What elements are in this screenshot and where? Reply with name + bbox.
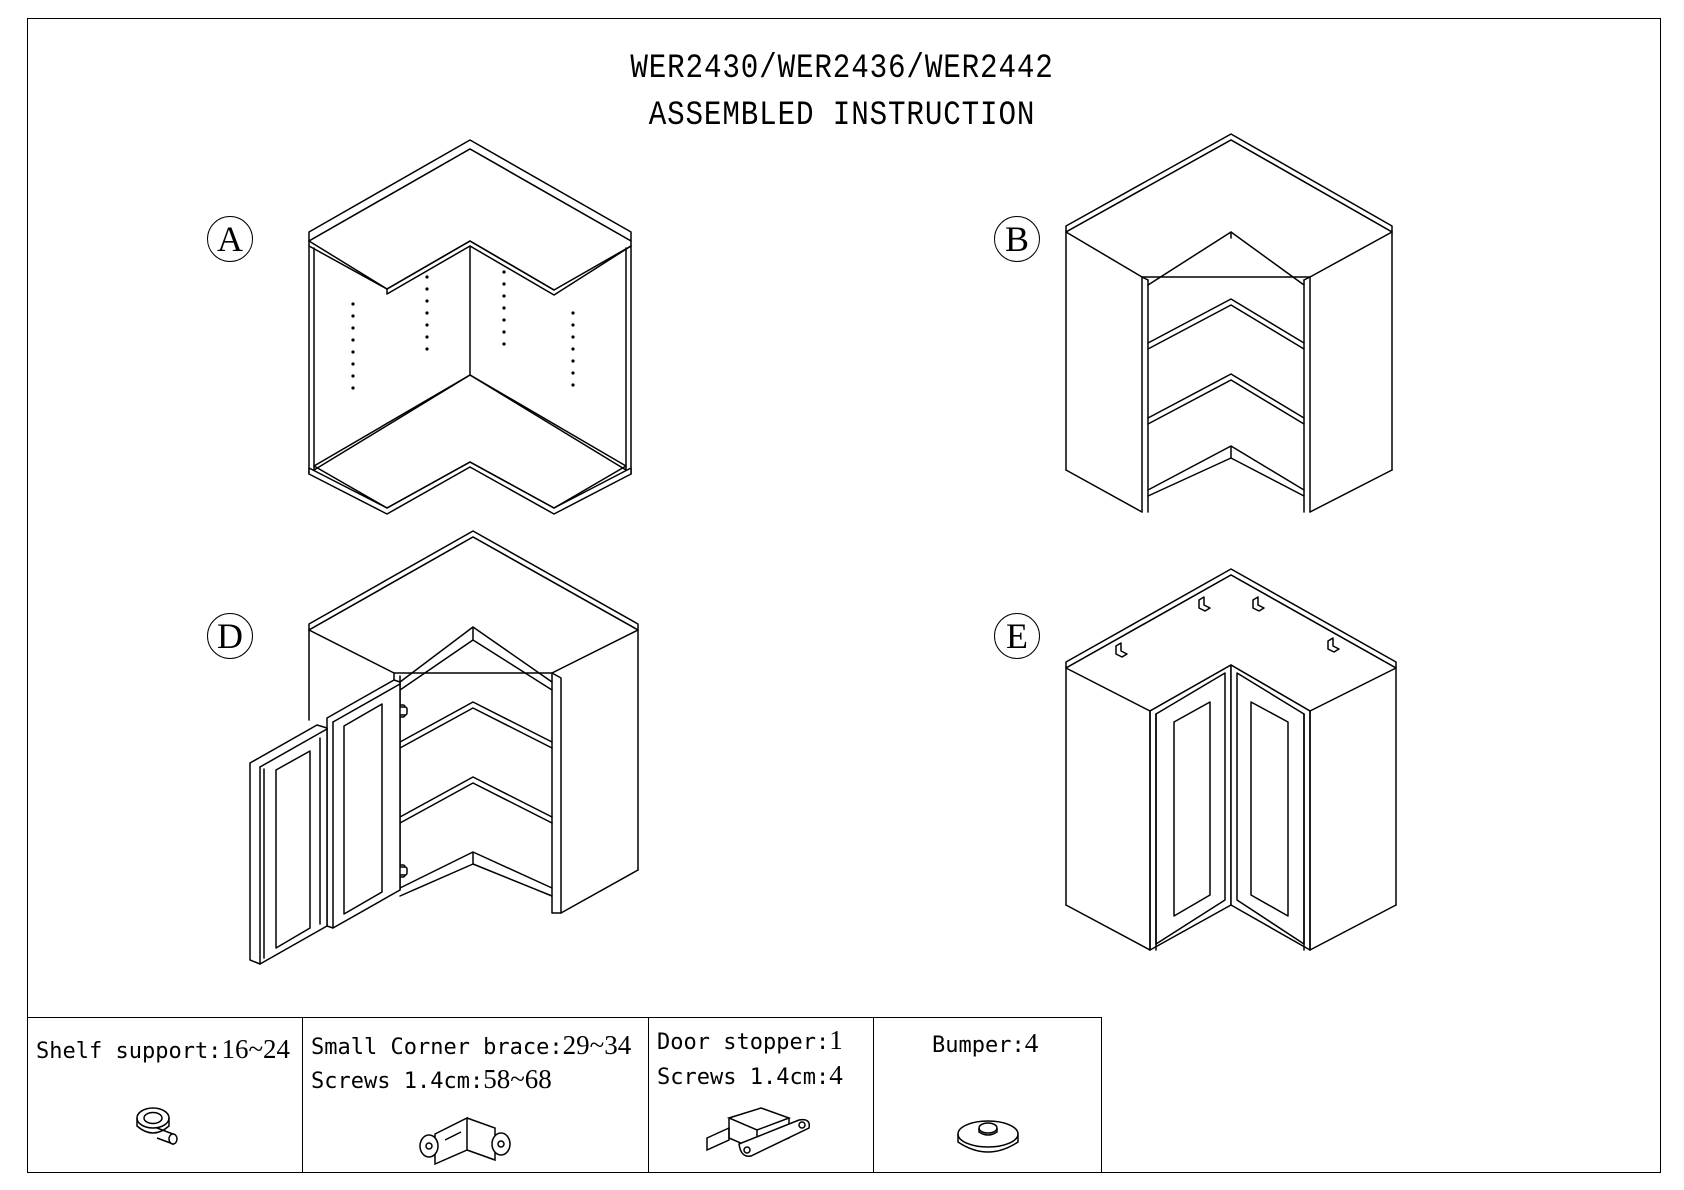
door-stopper-icon xyxy=(699,1104,819,1168)
part-cell-door-stopper xyxy=(648,1017,874,1173)
part-qty-bumper: 4 xyxy=(1024,1028,1039,1058)
part-qty-door-stopper: 1 xyxy=(829,1025,843,1055)
cabinet-step-b-drawing xyxy=(1066,134,1392,512)
screws-qty-corner-brace: 58~68 xyxy=(483,1064,552,1094)
part-cell-bumper xyxy=(873,1017,1102,1173)
step-label-b: B xyxy=(994,216,1040,262)
cabinet-step-d-drawing xyxy=(250,531,638,964)
cabinet-step-a-drawing xyxy=(309,140,631,514)
model-number-title: WER2430/WER2436/WER2442 xyxy=(630,50,1054,88)
shelf-support-icon xyxy=(123,1098,203,1158)
part-qty-corner-brace: 29~34 xyxy=(562,1030,632,1060)
screws-label-door-stopper: Screws 1.4cm: xyxy=(657,1065,830,1090)
step-label-e: E xyxy=(994,613,1040,659)
part-name-bumper: Bumper: xyxy=(932,1033,1025,1058)
screws-label-corner-brace: Screws 1.4cm: xyxy=(311,1069,484,1094)
part-cell-corner-brace xyxy=(302,1017,649,1173)
part-name-corner-brace: Small Corner brace: xyxy=(311,1035,563,1060)
part-name-door-stopper: Door stopper: xyxy=(657,1030,830,1055)
corner-brace-icon xyxy=(415,1106,515,1168)
part-name-shelf-support: Shelf support: xyxy=(36,1039,222,1064)
screws-qty-door-stopper: 4 xyxy=(829,1060,843,1090)
step-label-a: A xyxy=(207,216,253,262)
part-qty-shelf-support: 16~24 xyxy=(221,1034,291,1064)
instruction-subtitle: ASSEMBLED INSTRUCTION xyxy=(648,97,1036,135)
step-label-d: D xyxy=(207,613,253,659)
part-cell-shelf-support xyxy=(27,1017,303,1173)
bumper-icon xyxy=(948,1110,1028,1162)
cabinet-step-e-drawing xyxy=(1066,569,1396,950)
